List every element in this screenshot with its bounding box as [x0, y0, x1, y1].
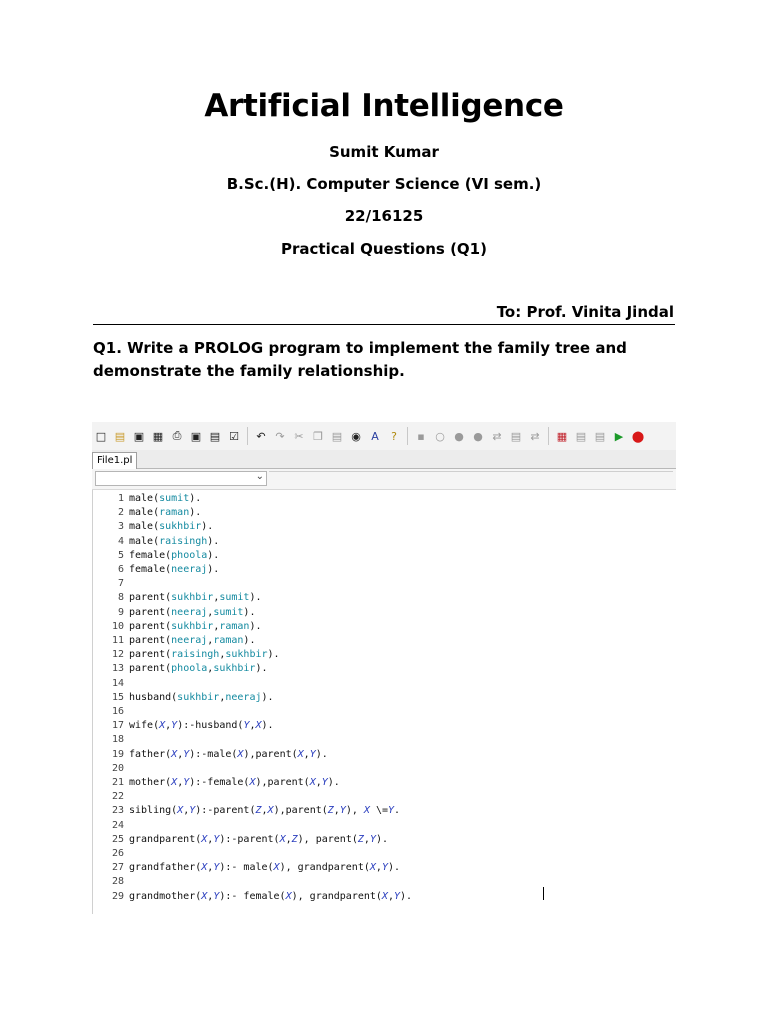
line-number: 28 — [111, 876, 124, 888]
line-number: 26 — [111, 848, 124, 859]
window-icon-2[interactable]: ▤ — [594, 429, 606, 443]
code-line — [93, 762, 129, 776]
code-line — [93, 662, 268, 676]
line-number: 24 — [111, 819, 124, 831]
toolbar-separator — [548, 427, 549, 445]
code-text: male(sukhbir). — [129, 521, 214, 533]
code-text: grandmother(X,Y):- female(X), grandparent(X,Y). — [129, 890, 413, 902]
compile-icon[interactable]: ▦ — [556, 429, 568, 443]
code-text — [124, 578, 129, 589]
code-text: parent(phoola,sukhbir). — [129, 663, 268, 675]
code-text: male(sumit). — [129, 493, 202, 504]
code-text — [124, 678, 129, 689]
code-text: father(X,Y):-male(X),parent(X,Y). — [129, 748, 328, 760]
code-line — [93, 819, 129, 833]
code-line — [93, 691, 274, 705]
code-line — [93, 890, 412, 904]
line-number: 13 — [111, 663, 124, 675]
checklist-icon[interactable]: ☑ — [229, 429, 239, 443]
code-line — [93, 506, 201, 520]
save-all-icon[interactable]: ▦ — [152, 429, 164, 443]
code-text: mother(X,Y):-female(X),parent(X,Y). — [129, 777, 340, 788]
code-line — [93, 577, 129, 591]
help-icon[interactable]: ? — [391, 429, 397, 443]
question-text: Q1. Write a PROLOG program to implement the family tree and demonstrate the family relationship. — [93, 339, 627, 380]
code-line — [93, 591, 262, 605]
box-icon[interactable]: ▣ — [190, 429, 202, 443]
code-text — [124, 734, 129, 745]
code-text: wife(X,Y):-husband(Y,X). — [129, 720, 274, 732]
new-file-icon[interactable]: □ — [95, 429, 107, 443]
code-text — [124, 848, 129, 859]
split-icon[interactable]: ▤ — [209, 429, 221, 443]
course-name: B.Sc.(H). Computer Science (VI sem.) — [226, 175, 542, 193]
redo-icon[interactable]: ↷ — [275, 429, 285, 443]
line-number: 17 — [111, 720, 124, 732]
line-number: 8 — [117, 592, 124, 604]
line-number: 7 — [117, 578, 124, 590]
code-line — [93, 847, 129, 861]
debug-icon-5[interactable]: ⇄ — [492, 429, 502, 443]
code-line — [93, 620, 262, 634]
code-text — [124, 791, 129, 802]
line-number: 23 — [111, 805, 124, 817]
code-line — [93, 520, 213, 534]
toolbar-separator — [247, 427, 248, 445]
line-number: 4 — [117, 535, 124, 547]
author-name: Sumit Kumar — [329, 143, 439, 161]
chevron-down-icon: ⌄ — [255, 471, 264, 482]
code-editor[interactable] — [92, 490, 676, 914]
line-number: 20 — [111, 762, 124, 774]
paste-icon[interactable]: ▤ — [331, 429, 343, 443]
code-line — [93, 719, 274, 733]
code-text: male(raisingh). — [129, 535, 220, 547]
code-text: parent(neeraj,sumit). — [129, 606, 256, 618]
code-text: female(phoola). — [129, 549, 220, 561]
file-tab[interactable]: File1.pl — [92, 452, 137, 470]
code-line — [93, 748, 328, 762]
code-text: husband(sukhbir,neeraj). — [129, 691, 274, 703]
code-line — [93, 549, 219, 563]
line-number: 25 — [111, 833, 124, 845]
code-text: male(raman). — [129, 507, 202, 519]
debug-icon-3[interactable]: ● — [454, 429, 464, 443]
line-number: 12 — [111, 649, 124, 661]
line-number: 1 — [117, 493, 124, 504]
code-text — [124, 820, 129, 831]
code-line — [93, 861, 400, 875]
line-number: 11 — [111, 635, 124, 646]
code-text: female(neeraj). — [129, 564, 220, 575]
code-line — [93, 606, 255, 620]
code-text: parent(raisingh,sukhbir). — [129, 649, 280, 661]
line-number: 18 — [111, 734, 124, 746]
window-icon-1[interactable]: ▤ — [575, 429, 587, 443]
header-rule — [93, 324, 675, 325]
code-text — [124, 763, 129, 774]
code-text: sibling(X,Y):-parent(Z,X),parent(Z,Y), X \=Y. — [129, 805, 401, 817]
code-line — [93, 563, 219, 577]
line-number: 27 — [111, 862, 124, 874]
stop-icon[interactable]: ⬤ — [631, 429, 645, 443]
run-icon[interactable]: ▶ — [614, 429, 624, 443]
line-number: 6 — [117, 564, 124, 575]
line-number: 19 — [111, 748, 124, 760]
line-number: 21 — [111, 777, 124, 788]
font-size-icon[interactable]: A — [371, 429, 379, 443]
file-tab-bar — [92, 450, 676, 469]
debug-icon-7[interactable]: ⇄ — [530, 429, 540, 443]
line-number: 22 — [111, 791, 124, 803]
line-number: 2 — [117, 507, 124, 519]
code-text: parent(sukhbir,sumit). — [129, 592, 262, 604]
ide-toolbar — [92, 422, 676, 450]
code-line — [93, 705, 129, 719]
undo-icon[interactable]: ↶ — [256, 429, 266, 443]
line-number: 29 — [111, 890, 124, 902]
debug-icon-6[interactable]: ▤ — [510, 429, 522, 443]
predicate-dropdown[interactable] — [95, 471, 267, 486]
code-text — [124, 706, 129, 717]
code-line — [93, 492, 201, 506]
recipient-line: To: Prof. Vinita Jindal — [496, 303, 674, 321]
line-number: 3 — [117, 521, 124, 533]
code-line — [93, 648, 280, 662]
cut-icon[interactable]: ✂ — [294, 429, 304, 443]
code-text: parent(neeraj,raman). — [129, 635, 256, 646]
document-subtitle: Practical Questions (Q1) — [281, 240, 487, 258]
document-title: Artificial Intelligence — [204, 88, 564, 124]
debug-icon-2[interactable]: ○ — [435, 429, 445, 443]
code-line — [93, 776, 340, 790]
copy-icon[interactable]: ❐ — [313, 429, 323, 443]
save-icon[interactable]: ▣ — [133, 429, 145, 443]
combo-area — [92, 469, 676, 490]
line-number: 5 — [117, 549, 124, 561]
find-icon[interactable]: ◉ — [351, 429, 361, 443]
line-number: 15 — [111, 691, 124, 703]
code-text: parent(sukhbir,raman). — [129, 620, 262, 632]
line-number: 14 — [111, 677, 124, 689]
code-line — [93, 733, 129, 747]
code-text — [124, 876, 129, 887]
code-line — [93, 804, 400, 818]
code-line — [93, 875, 129, 889]
code-line — [93, 535, 219, 549]
open-folder-icon[interactable]: ▤ — [114, 429, 126, 443]
print-icon[interactable]: ⎙ — [172, 429, 182, 442]
code-line — [93, 833, 388, 847]
code-line — [93, 790, 129, 804]
debug-icon-1[interactable]: ▪ — [417, 429, 425, 443]
debug-icon-4[interactable]: ● — [473, 429, 483, 443]
line-number: 10 — [111, 620, 124, 632]
code-text: grandfather(X,Y):- male(X), grandparent(X,Y). — [129, 862, 401, 874]
line-number: 9 — [117, 606, 124, 618]
ide-screenshot — [92, 422, 676, 914]
line-number: 16 — [111, 706, 124, 717]
code-line — [93, 677, 129, 691]
roll-number: 22/16125 — [344, 207, 424, 225]
combo-side-panel — [269, 471, 673, 487]
text-cursor — [543, 887, 544, 900]
toolbar-separator — [407, 427, 408, 445]
code-text: grandparent(X,Y):-parent(X,Z), parent(Z,Y). — [129, 833, 389, 845]
code-line — [93, 634, 255, 648]
